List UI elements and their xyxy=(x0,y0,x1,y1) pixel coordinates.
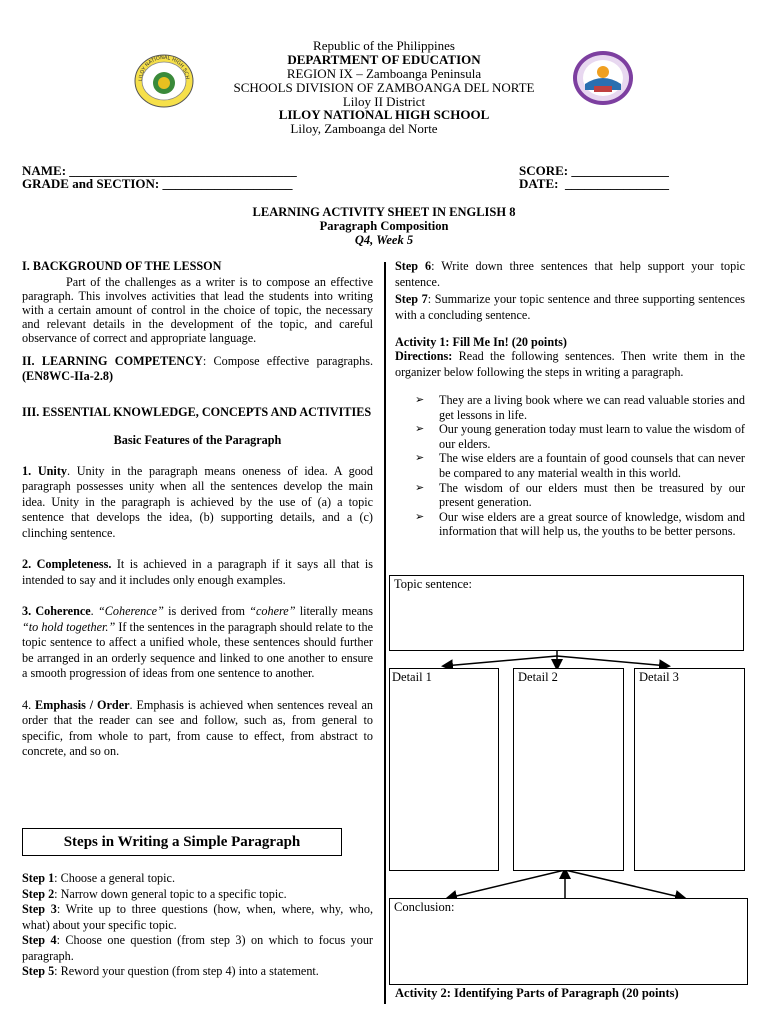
step-7 xyxy=(395,292,745,323)
detail-1-label: Detail 1 xyxy=(392,670,432,684)
coherence-paragraph xyxy=(22,604,373,682)
background-heading: I. BACKGROUND OF THE LESSON xyxy=(22,259,222,273)
coherence-label: 3. Coherence xyxy=(22,604,91,618)
header-republic: Republic of the Philippines xyxy=(313,38,455,53)
coherence-text-2: is derived from xyxy=(163,604,250,618)
competency-heading: II. LEARNING COMPETENCY xyxy=(22,353,203,368)
arrow-bullet-icon: ➢ xyxy=(415,452,425,465)
directions xyxy=(395,349,745,380)
essential-knowledge-heading: III. ESSENTIAL KNOWLEDGE, CONCEPTS AND ACTIVITIES xyxy=(22,404,372,419)
conclusion-box[interactable] xyxy=(389,898,748,985)
sheet-title: LEARNING ACTIVITY SHEET IN ENGLISH 8 xyxy=(252,205,516,219)
coherence-quote-3: “to hold together.” xyxy=(22,619,116,634)
score-field[interactable]: SCORE: _______________ xyxy=(519,163,669,178)
step-5-label: Step 5 xyxy=(22,964,55,978)
unity-text: . Unity in the paragraph means oneness of idea. A good paragraph possesses unity when all the sentences develop the main idea. Unity in the paragraph is achieved by the use of (a) a topic sentence that develops the idea, (b) supporting details, and a (c) clinching sentence. xyxy=(22,463,373,540)
logo-ring-text: LILOY NATIONAL HIGH SCH xyxy=(137,54,190,82)
step-3-text: : Write up to three questions (how, when, where, why, who, what) about your specific topic. xyxy=(22,902,373,932)
step-5-text: : Reword your question (from step 4) into a statement. xyxy=(54,964,319,978)
list-item xyxy=(395,422,745,451)
step-3 xyxy=(22,902,373,933)
detail-2-label: Detail 2 xyxy=(518,670,558,684)
unity-paragraph xyxy=(22,464,373,542)
bullet-text: They are a living book where we can read valuable stories and get lessons in life. xyxy=(439,393,745,422)
step-2-label: Step 2 xyxy=(22,886,55,901)
header-district: Liloy II District xyxy=(342,94,426,109)
step-5 xyxy=(22,964,373,980)
header-region: REGION IX – Zamboanga Peninsula xyxy=(286,66,482,81)
coherence-quote-2: “cohere” xyxy=(249,604,296,618)
header-division: SCHOOLS DIVISION OF ZAMBOANGA DEL NORTE xyxy=(233,80,535,95)
conclusion-label: Conclusion: xyxy=(394,900,455,914)
list-item xyxy=(395,451,745,480)
arrow-from-detail-1 xyxy=(448,870,565,898)
step-2 xyxy=(22,887,373,903)
topic-sentence-label: Topic sentence: xyxy=(394,577,472,591)
detail-3-label: Detail 3 xyxy=(639,670,679,684)
list-item xyxy=(395,481,745,510)
arrow-to-detail-1 xyxy=(444,656,557,666)
arrow-bullet-icon: ➢ xyxy=(415,510,425,523)
step-7-label: Step 7 xyxy=(395,292,428,306)
step-7-text: : Summarize your topic sentence and three supporting sentences with a concluding sentence. xyxy=(395,292,745,322)
directions-label: Directions: xyxy=(395,349,453,363)
arrow-from-detail-3 xyxy=(565,870,684,898)
detail-1-box[interactable] xyxy=(389,668,499,871)
topic-sentence-box[interactable] xyxy=(389,575,744,651)
header-school: LILOY NATIONAL HIGH SCHOOL xyxy=(278,107,490,122)
grade-section-field[interactable]: GRADE and SECTION: ____________________ xyxy=(22,176,293,191)
step-3-label: Step 3 xyxy=(22,902,57,916)
completeness-label: 2. Completeness. xyxy=(22,557,112,571)
detail-2-box[interactable] xyxy=(513,668,624,871)
emphasis-paragraph xyxy=(22,698,373,760)
unity-label: 1. Unity xyxy=(22,463,67,478)
step-4-text: : Choose one question (from step 3) on which to focus your paragraph. xyxy=(22,933,373,963)
sheet-subtitle: Paragraph Composition xyxy=(319,219,449,233)
step-6-text: : Write down three sentences that help support your topic sentence. xyxy=(395,259,745,289)
bullet-text: Our wise elders are a great source of knowledge, wisdom and information that will help us, the youths to be better persons. xyxy=(439,509,745,539)
sheet-week: Q4, Week 5 xyxy=(354,233,414,247)
header-deped: DEPARTMENT OF EDUCATION xyxy=(287,52,481,67)
list-item xyxy=(395,510,745,539)
coherence-text-1: . xyxy=(90,604,98,618)
coherence-text-4: If the sentences in the paragraph should relate to the topic sentence to affect a unified whole, these sentences should further be arranged in an orderly sequence and linked to one another to ensure a smooth progression of ideas from one sentence to another. xyxy=(22,619,374,680)
arrow-bullet-icon: ➢ xyxy=(415,394,425,406)
name-field[interactable]: NAME: ___________________________________ xyxy=(22,163,297,178)
competency-code: (EN8WC-IIa-2.8) xyxy=(22,369,114,383)
step-1 xyxy=(22,871,373,887)
background-text: Part of the challenges as a writer is to compose an effective paragraph. This involves activities that lead the students into writing with a certain amount of control in the choice of topic, the necessary and relevant details in the development of the topic, and careful observance of correct and appropriate language. xyxy=(22,274,373,345)
sentence-list xyxy=(395,393,745,539)
detail-3-box[interactable] xyxy=(634,668,745,871)
steps-title-box xyxy=(22,828,342,856)
steps-title: Steps in Writing a Simple Paragraph xyxy=(63,834,301,850)
step-4 xyxy=(22,933,373,964)
bullet-text: The wisdom of our elders must then be treasured by our present generation. xyxy=(439,480,745,510)
column-divider xyxy=(384,262,386,1004)
arrow-bullet-icon: ➢ xyxy=(415,423,425,436)
competency-paragraph xyxy=(22,354,373,385)
date-field[interactable]: DATE: ________________ xyxy=(519,176,669,191)
list-item xyxy=(395,393,745,422)
step-1-label: Step 1 xyxy=(22,871,55,885)
header-address: Liloy, Zamboanga del Norte xyxy=(290,121,438,136)
activity-1-heading: Activity 1: Fill Me In! (20 points) xyxy=(395,335,567,349)
arrow-bullet-icon: ➢ xyxy=(415,481,425,494)
arrow-to-detail-3 xyxy=(557,656,668,666)
completeness-paragraph xyxy=(22,557,373,588)
step-6-label: Step 6 xyxy=(395,259,432,273)
features-heading: Basic Features of the Paragraph xyxy=(113,433,282,447)
steps-list xyxy=(22,871,373,980)
step-2-text: : Narrow down general topic to a specific topic. xyxy=(54,886,287,901)
bullet-text: The wise elders are a fountain of good counsels that can never be compared to any material wealth in this world. xyxy=(439,451,745,480)
left-column xyxy=(22,259,373,760)
competency-text: : Compose effective paragraphs. xyxy=(202,353,373,368)
step-1-text: : Choose a general topic. xyxy=(54,871,175,885)
step-6 xyxy=(395,259,745,290)
step-4-label: Step 4 xyxy=(22,933,57,947)
emphasis-text: . Emphasis is achieved when sentences reveal an order that the reader can see and follow, such as, from general to specific, from whole to part, from cause to effect, from abstract to concrete, and so on. xyxy=(22,697,373,758)
coherence-quote-1: “Coherence” xyxy=(97,604,164,618)
coherence-text-3: literally means xyxy=(295,604,374,618)
completeness-text: It is achieved in a paragraph if it says all that is intended to say and it includes only enough examples. xyxy=(22,557,374,587)
directions-text: Read the following sentences. Then write them in the organizer below following the steps in writing a paragraph. xyxy=(395,349,745,379)
right-column xyxy=(395,259,745,539)
emphasis-number: 4. xyxy=(22,697,36,712)
emphasis-label: Emphasis / Order xyxy=(35,697,130,712)
activity-2-heading: Activity 2: Identifying Parts of Paragraph (20 points) xyxy=(395,986,679,1000)
bullet-text: Our young generation today must learn to value the wisdom of our elders. xyxy=(439,422,745,451)
